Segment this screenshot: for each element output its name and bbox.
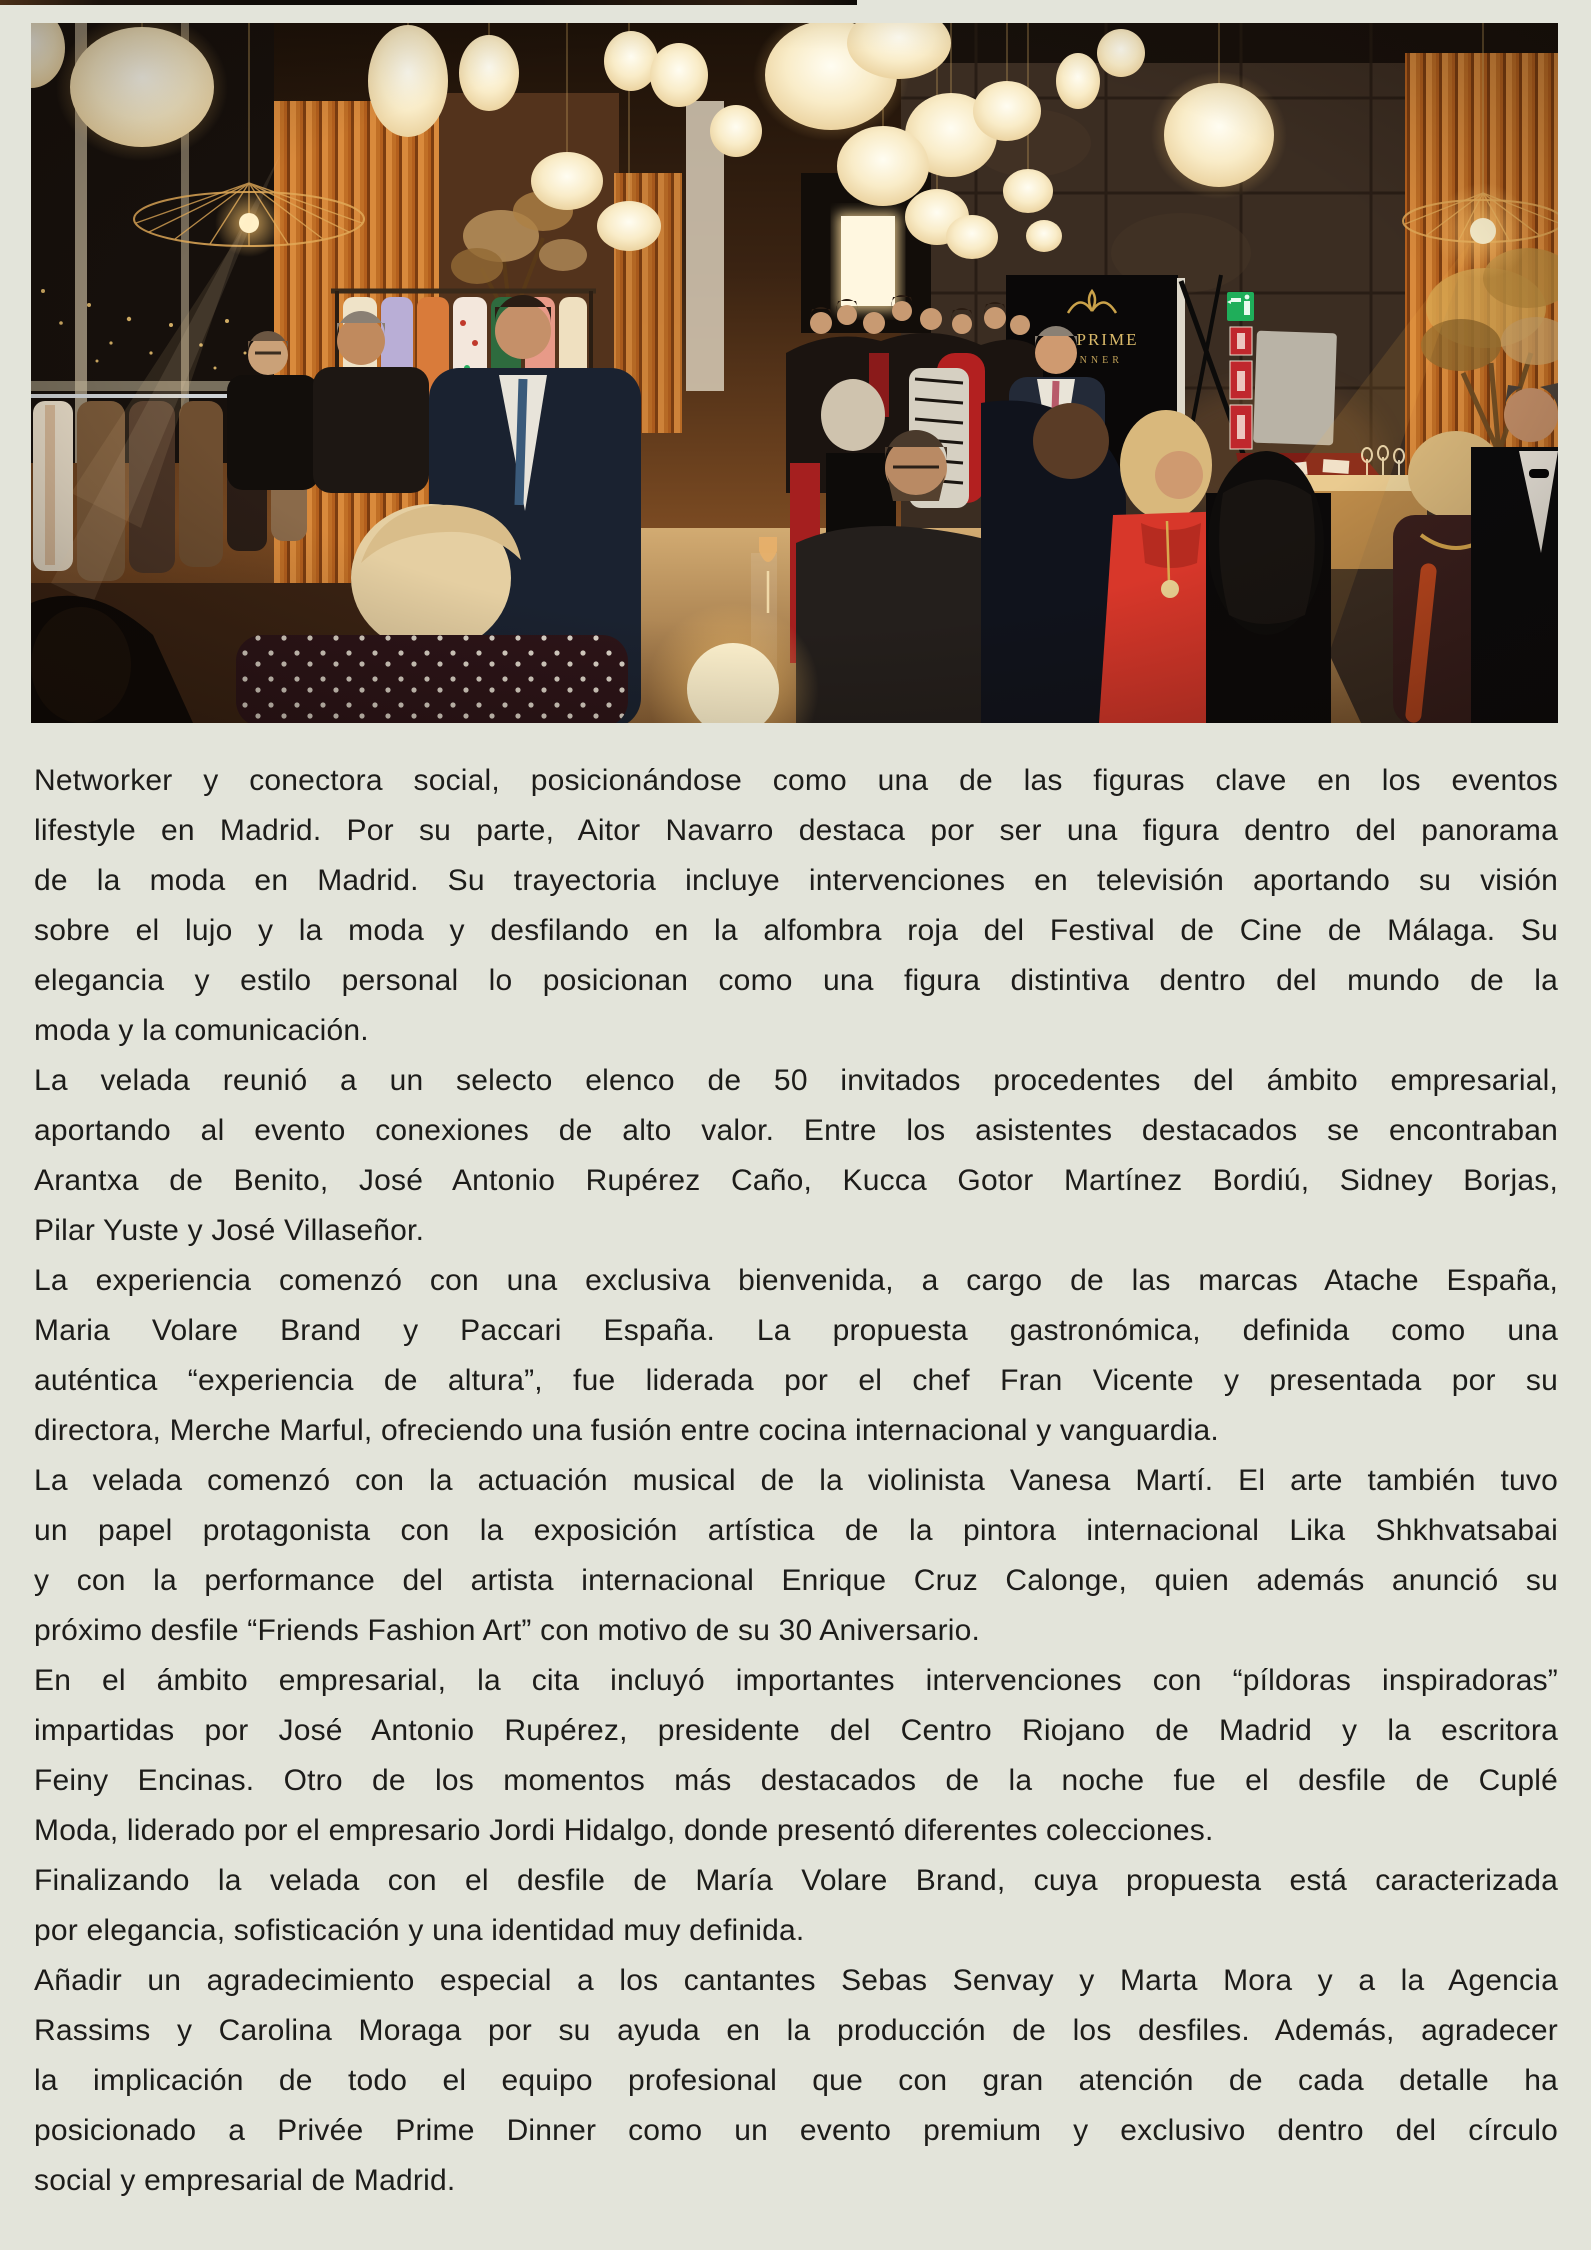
text-line: directora, Merche Marful, ofreciendo una fusión entre cocina internacional y vanguardia. [34, 1414, 1219, 1447]
paragraph [34, 1256, 1558, 1456]
text-line: sobre el lujo y la moda y desfilando en la alfombra roja del Festival de Cine de Málaga. Su [34, 914, 1558, 947]
text-line: La experiencia comenzó con una exclusiva bienvenida, a cargo de las marcas Atache España, [34, 1264, 1558, 1297]
text-line: y con la performance del artista internacional Enrique Cruz Calonge, quien además anunció su [34, 1564, 1558, 1597]
text-line: Maria Volare Brand y Paccari España. La propuesta gastronómica, definida como una [34, 1314, 1558, 1347]
text-line: En el ámbito empresarial, la cita incluyó importantes intervenciones con “píldoras inspiradoras” [34, 1664, 1558, 1697]
text-line: posicionado a Privée Prime Dinner como un evento premium y exclusivo dentro del círculo [34, 2114, 1558, 2147]
text-line: moda y la comunicación. [34, 1014, 369, 1047]
paragraph [34, 1456, 1558, 1656]
text-line: impartidas por José Antonio Rupérez, presidente del Centro Riojano de Madrid y la escritora [34, 1714, 1558, 1747]
paragraph [34, 756, 1558, 1056]
text-line: lifestyle en Madrid. Por su parte, Aitor Navarro destaca por ser una figura dentro del panorama [34, 814, 1558, 847]
text-line: aportando al evento conexiones de alto valor. Entre los asistentes destacados se encontraban [34, 1114, 1558, 1147]
text-line: Networker y conectora social, posicionándose como una de las figuras clave en los eventos [34, 764, 1558, 797]
text-line: por elegancia, sofisticación y una identidad muy definida. [34, 1914, 805, 1947]
paragraph [34, 1656, 1558, 1856]
photo-vignette [31, 23, 1558, 723]
text-line: Añadir un agradecimiento especial a los cantantes Sebas Senvay y Marta Mora y a la Agencia [34, 1964, 1558, 1997]
text-line: Finalizando la velada con el desfile de María Volare Brand, cuya propuesta está caracterizada [34, 1864, 1558, 1897]
article-text [34, 756, 1558, 2206]
text-line: Rassims y Carolina Moraga por su ayuda en la producción de los desfiles. Además, agradecer [34, 2014, 1558, 2047]
paragraph [34, 1856, 1558, 1956]
text-line: auténtica “experiencia de altura”, fue liderada por el chef Fran Vicente y presentada por su [34, 1364, 1558, 1397]
text-line: Moda, liderado por el empresario Jordi Hidalgo, donde presentó diferentes colecciones. [34, 1814, 1214, 1847]
text-line: Feiny Encinas. Otro de los momentos más destacados de la noche fue el desfile de Cuplé [34, 1764, 1558, 1797]
text-line: de la moda en Madrid. Su trayectoria incluye intervenciones en televisión aportando su visión [34, 864, 1558, 897]
text-line: La velada reunió a un selecto elenco de 50 invitados procedentes del ámbito empresarial, [34, 1064, 1558, 1097]
text-line: Arantxa de Benito, José Antonio Rupérez Caño, Kucca Gotor Martínez Bordiú, Sidney Borjas, [34, 1164, 1558, 1197]
paragraph [34, 1056, 1558, 1256]
paragraph [34, 1956, 1558, 2206]
text-line: social y empresarial de Madrid. [34, 2164, 456, 2197]
text-line: Pilar Yuste y José Villaseñor. [34, 1214, 425, 1247]
text-line: La velada comenzó con la actuación musical de la violinista Vanesa Martí. El arte también tuvo [34, 1464, 1558, 1497]
event-photo [31, 23, 1558, 723]
text-line: elegancia y estilo personal lo posicionan como una figura distintiva dentro del mundo de la [34, 964, 1558, 997]
text-line: próximo desfile “Friends Fashion Art” con motivo de su 30 Aniversario. [34, 1614, 981, 1647]
event-photo-illustration [31, 23, 1558, 723]
text-line: un papel protagonista con la exposición artística de la pintora internacional Lika Shkhvatsabai [34, 1514, 1558, 1547]
text-line: la implicación de todo el equipo profesional que con gran atención de cada detalle ha [34, 2064, 1558, 2097]
previous-photo-edge [0, 0, 857, 5]
